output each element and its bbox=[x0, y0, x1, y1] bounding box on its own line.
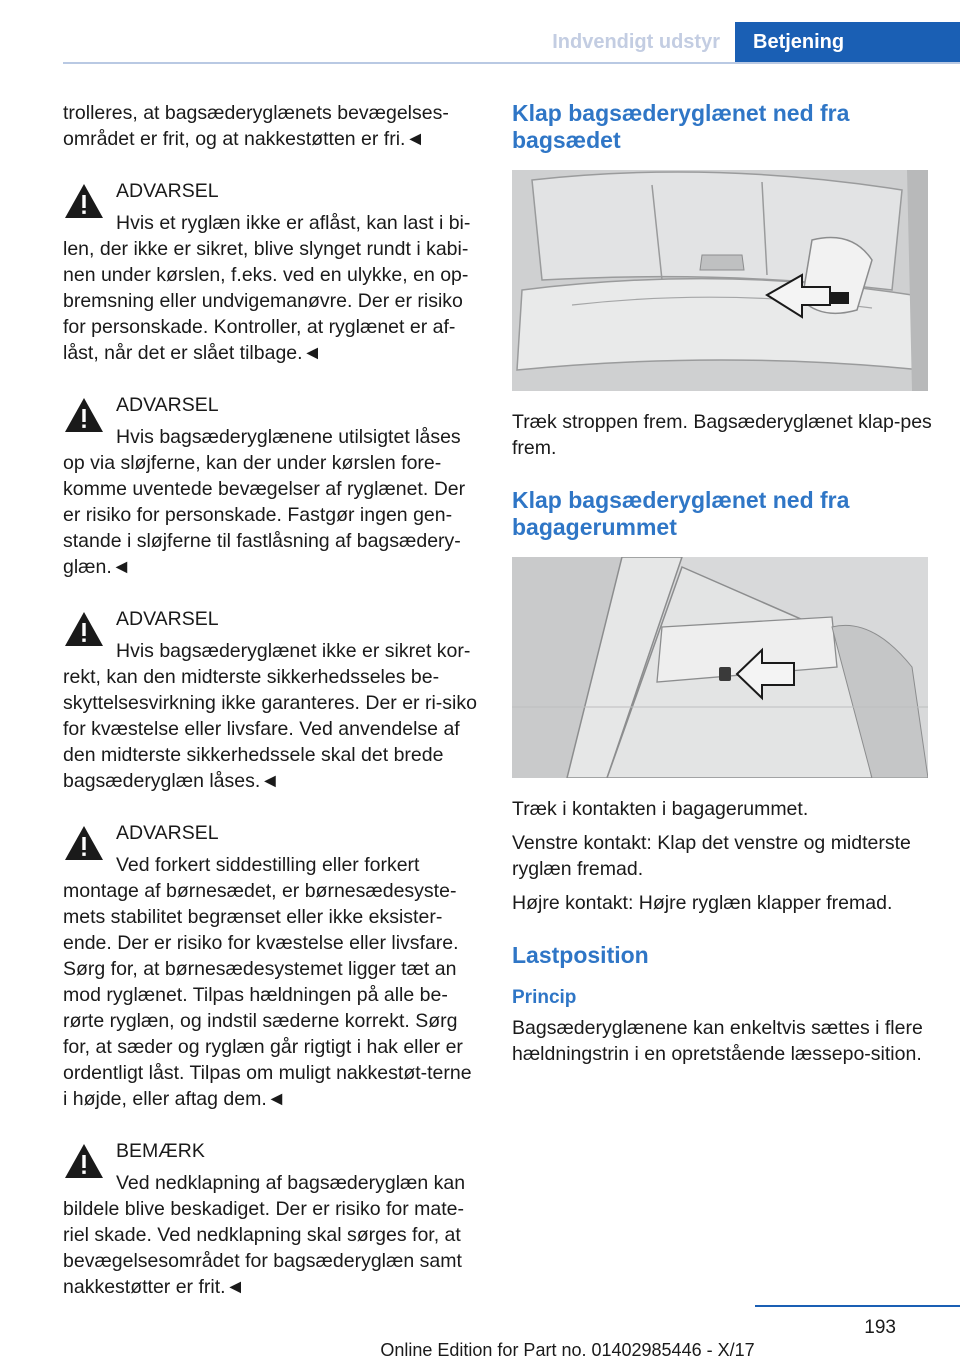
rear-seat-strap-illustration bbox=[512, 170, 928, 391]
instruction-pull-strap: Træk stroppen frem. Bagsæderyglænet klap-pes frem. bbox=[512, 411, 932, 459]
left-column bbox=[63, 100, 478, 1326]
notice-text bbox=[63, 1170, 478, 1300]
warning-triangle-icon bbox=[63, 1142, 105, 1180]
heading-fold-from-cargo-area: Klap bagsæderyglænet ned fra bagagerummet bbox=[512, 487, 850, 540]
instruction-pull-switch: Træk i kontakten i bagagerummet. bbox=[512, 798, 809, 820]
section-tab[interactable]: Indvendigt udstyr bbox=[552, 31, 720, 53]
warning-title: ADVARSEL bbox=[116, 608, 219, 630]
notice-text-content: Ved nedklapning af bagsæderyglæn kan bildele blive beskadiget. Der er risiko for mate-riel skade. Ved nedklapning skal sørges for, at bevægelsesområdet for bagsæderyglæn samt nakkestøtter er frit.◄ bbox=[63, 1172, 466, 1298]
warning-title: ADVARSEL bbox=[116, 394, 219, 416]
heading-load-position: Lastposition bbox=[512, 942, 649, 968]
warning-block bbox=[63, 606, 478, 794]
edition-text: Online Edition for Part no. 01402985446 - X/17 bbox=[380, 1340, 755, 1360]
warning-text-content: Hvis et ryglæn ikke er aflåst, kan last i bi-len, der ikke er sikret, blive slynget rundt i kabi-nen under kørslen, f.eks. ved en ulykke, en op-bremsning eller undvigemanøvre. Der er risiko for personskade. Kontroller, at ryglænet er af-låst, når det er slået tilbage.◄ bbox=[63, 212, 471, 364]
warning-triangle-icon bbox=[63, 182, 105, 220]
instruction-right-switch: Højre kontakt: Højre ryglæn klapper fremad. bbox=[512, 892, 893, 914]
warning-text-content: Hvis bagsæderyglænene utilsigtet låses op via sløjferne, kan der under kørslen fore-komme uventede bevægelser af ryglænet. Der er risiko for personskade. Fastgør ingen gen-stande i sløjferne til fastlåsning af bagsædery-glæn.◄ bbox=[63, 426, 466, 578]
warning-text-content: Hvis bagsæderyglænet ikke er sikret kor-rekt, kan den midterste sikkerhedsseles be-skyttelsesvirkning ikke garanteres. Der er ri-siko for kvæstelse eller livsfare. Ved anvendelse af den midterste sikkerhedssele skal det brede bagsæderyglæn låses.◄ bbox=[63, 640, 477, 792]
subheading-principle: Princip bbox=[512, 987, 577, 1008]
notice-title: BEMÆRK bbox=[116, 1140, 205, 1162]
warning-text bbox=[63, 210, 478, 366]
header-rule bbox=[63, 62, 960, 64]
warning-block bbox=[63, 178, 478, 366]
notice-block bbox=[63, 1138, 478, 1300]
cargo-area-illustration-svg bbox=[512, 557, 928, 778]
principle-paragraph: Bagsæderyglænene kan enkeltvis sættes i flere hældningstrin i en opretstående læssepo-sition. bbox=[512, 1017, 923, 1065]
heading-fold-from-rear-seat: Klap bagsæderyglænet ned fra bagsædet bbox=[512, 100, 850, 153]
warning-text bbox=[63, 638, 478, 794]
instruction-left-switch: Venstre kontakt: Klap det venstre og midterste ryglæn fremad. bbox=[512, 832, 911, 880]
chapter-tab[interactable]: Betjening bbox=[735, 22, 960, 62]
cargo-area-switch-illustration bbox=[512, 557, 928, 778]
warning-text bbox=[63, 424, 478, 580]
warning-text bbox=[63, 852, 478, 1112]
warning-title: ADVARSEL bbox=[116, 822, 219, 844]
rear-seat-illustration-svg bbox=[512, 170, 928, 391]
page-number: 193 bbox=[864, 1317, 896, 1338]
warning-triangle-icon bbox=[63, 824, 105, 862]
warning-triangle-icon bbox=[63, 396, 105, 434]
warning-text-content: Ved forkert siddestilling eller forkert montage af børnesædet, er børnesædesyste-mets stabilitet begrænset eller ikke eksister-ende. Der er risiko for kvæstelse eller livsfare. Sørg for, at børnesædesystemet ligger tæt an mod ryglænet. Tilpas hældningen på alle be-rørte ryglæn, og indstil sæderne korrekt. Sørg for, at sæder og ryglæn går rigtigt i hak eller er ordentligt låst. Tilpas om muligt nakkestøt-terne i højde, eller aftag dem.◄ bbox=[63, 854, 472, 1110]
footer-rule bbox=[755, 1305, 960, 1307]
page-header bbox=[63, 22, 960, 64]
warning-title: ADVARSEL bbox=[116, 180, 219, 202]
right-column bbox=[512, 100, 932, 1093]
intro-paragraph: trolleres, at bagsæderyglænets bevægelses-området er frit, og at nakkestøtten er fri.◄ bbox=[63, 102, 449, 150]
warning-triangle-icon bbox=[63, 610, 105, 648]
warning-block bbox=[63, 392, 478, 580]
warning-block bbox=[63, 820, 478, 1112]
